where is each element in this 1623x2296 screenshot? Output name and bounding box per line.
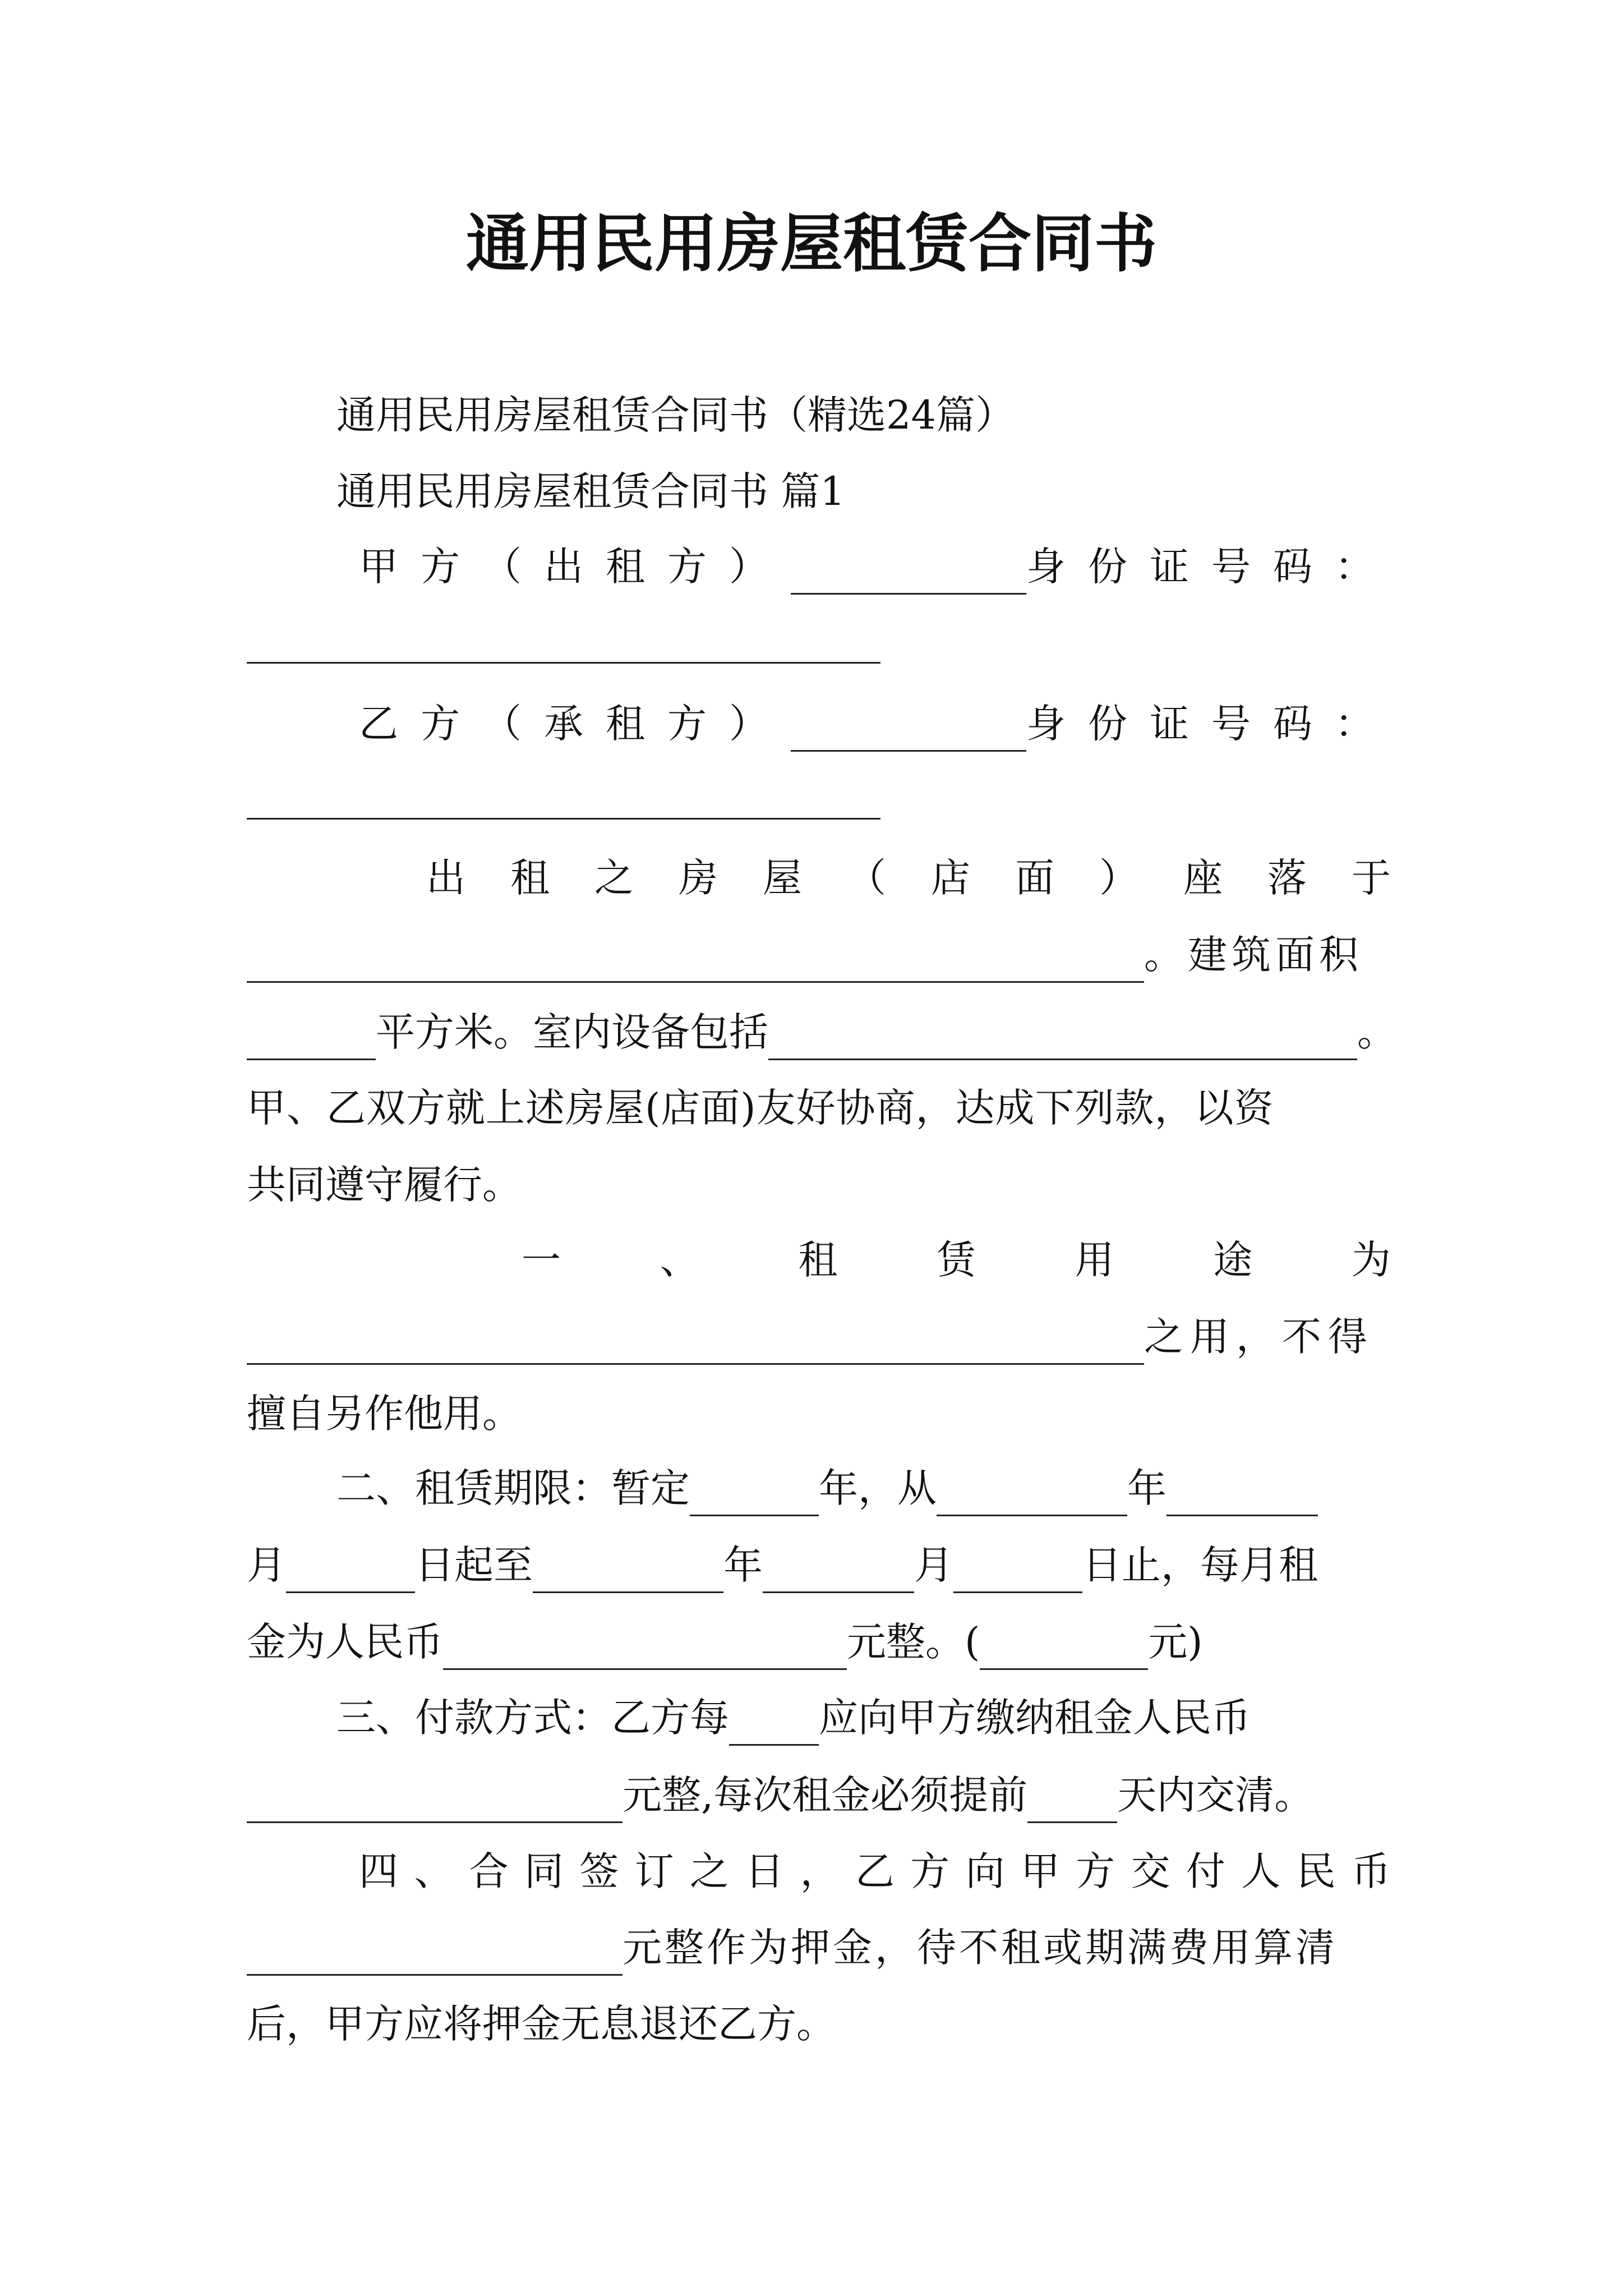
clause-2-line-2 [247, 1537, 1318, 1593]
document-title: 通用民用房屋租赁合同书 [466, 208, 1157, 280]
equipment-blank [768, 1017, 1357, 1060]
premises-line-1 [426, 850, 1391, 906]
party-a-id-blank [247, 662, 880, 664]
clause-2-month-label: 月 [247, 1542, 286, 1588]
party-a-id-label: 身份证号码： [1026, 544, 1396, 590]
document-subtitle: 通用民用房屋租赁合同书（精选24篇） [336, 392, 1015, 438]
clause-4-deposit-text: 元整作为押金，待不租或期满费用算清 [623, 1925, 1338, 1971]
party-a-label: 甲方（出租方） [359, 544, 791, 590]
clause-3-line-1 [336, 1690, 1251, 1746]
clause-1-char: 、 [660, 1237, 699, 1283]
end-day-blank [953, 1550, 1082, 1593]
clause-1-line-3: 擅自另作他用。 [247, 1391, 522, 1437]
payment-amount-blank [247, 1780, 623, 1823]
clause-3-days-text: 天内交清。 [1117, 1772, 1314, 1818]
premises-char: ） [1099, 855, 1138, 901]
premises-period: 。 [1357, 1009, 1396, 1055]
premises-line-4: 甲、乙双方就上述房屋(店面)友好协商，达成下列款，以资 [247, 1085, 1274, 1131]
clause-1-line-2 [247, 1309, 1374, 1365]
clause-1-char: 为 [1351, 1237, 1391, 1283]
clause-4-line-3: 后，甲方应将押金无息退还乙方。 [247, 2001, 836, 2047]
clause-4-char: 甲 [1020, 1848, 1060, 1894]
monthly-rent-words-blank [443, 1627, 847, 1670]
clause-4-char: 交 [1131, 1848, 1170, 1894]
party-b-label: 乙方（承租方） [359, 701, 791, 747]
premises-char: 出 [426, 855, 465, 901]
monthly-rent-digits-blank [980, 1627, 1148, 1670]
premises-char: 座 [1183, 855, 1223, 901]
term-years-blank [690, 1473, 819, 1516]
clause-2-line-1 [336, 1460, 1318, 1516]
premises-char: 面 [1015, 855, 1054, 901]
clause-2-year-from: 年，从 [819, 1465, 937, 1511]
clause-4-char: 人 [1241, 1848, 1281, 1894]
clause-3-lead: 三、付款方式：乙方每 [336, 1695, 729, 1741]
premises-char: 租 [510, 855, 550, 901]
use-blank [247, 1322, 1144, 1365]
premises-char: 店 [931, 855, 970, 901]
end-month-blank [763, 1550, 914, 1593]
premises-char: 于 [1352, 855, 1391, 901]
clause-2-month-end-label: 月 [914, 1542, 953, 1588]
clause-4-char: 合 [469, 1848, 509, 1894]
section-heading: 通用民用房屋租赁合同书 篇1 [336, 468, 845, 514]
clause-4-char: 订 [634, 1848, 674, 1894]
party-b-id-blank [247, 818, 880, 820]
clause-1-use-text: 之用，不得 [1144, 1314, 1374, 1360]
clause-4-char: 四 [359, 1848, 398, 1894]
clause-2-rent-end: 元) [1148, 1619, 1203, 1665]
payment-period-blank [729, 1703, 819, 1746]
party-b-id-label: 身份证号码： [1026, 701, 1396, 747]
premises-location-blank [247, 940, 1144, 983]
premises-line-3 [247, 1004, 1396, 1060]
party-a-line [359, 539, 1396, 595]
clause-2-day-to: 日止，每月租 [1082, 1542, 1318, 1588]
deposit-amount-blank [247, 1932, 623, 1976]
clause-2-line-3 [247, 1614, 1203, 1670]
clause-1-line-1 [522, 1232, 1391, 1288]
clause-2-lead: 二、租赁期限：暂定 [336, 1465, 690, 1511]
premises-line-2 [247, 927, 1363, 983]
clause-4-char: ， [800, 1848, 840, 1894]
clause-4-char: 乙 [855, 1848, 895, 1894]
premises-char: 落 [1267, 855, 1307, 901]
start-year-blank [937, 1473, 1127, 1516]
area-blank [247, 1017, 376, 1060]
clause-1-char: 途 [1213, 1237, 1253, 1283]
premises-line-5: 共同遵守履行。 [247, 1162, 522, 1208]
clause-3-advance-text: 元整,每次租金必须提前 [623, 1772, 1028, 1818]
clause-2-rent-mid: 元整。( [847, 1619, 980, 1665]
advance-days-blank [1027, 1780, 1117, 1823]
clause-4-char: 日 [745, 1848, 785, 1894]
party-b-line [359, 696, 1396, 752]
clause-4-line-1 [359, 1843, 1391, 1899]
clause-1-char: 用 [1075, 1237, 1114, 1283]
end-year-blank [533, 1550, 723, 1593]
premises-char: 之 [594, 855, 634, 901]
clause-4-char: 、 [414, 1848, 454, 1894]
clause-3-line-2 [247, 1767, 1313, 1823]
clause-2-year-label: 年 [1127, 1465, 1166, 1511]
clause-1-char: 租 [798, 1237, 838, 1283]
clause-4-char: 同 [524, 1848, 564, 1894]
clause-1-char: 赁 [936, 1237, 976, 1283]
start-day-blank [286, 1550, 415, 1593]
clause-2-year-end-label: 年 [723, 1542, 763, 1588]
clause-4-char: 签 [579, 1848, 619, 1894]
premises-char: 屋 [763, 855, 802, 901]
party-a-name-blank [791, 551, 1026, 595]
clause-4-char: 向 [965, 1848, 1005, 1894]
clause-1-char: 一 [522, 1237, 561, 1283]
clause-4-char: 币 [1351, 1848, 1391, 1894]
clause-4-char: 之 [689, 1848, 729, 1894]
clause-2-rent-lead: 金为人民币 [247, 1619, 443, 1665]
clause-4-char: 方 [1076, 1848, 1115, 1894]
clause-3-mid: 应向甲方缴纳租金人民币 [819, 1695, 1251, 1741]
clause-4-char: 付 [1186, 1848, 1225, 1894]
premises-area-label: 。建筑面积 [1144, 932, 1363, 978]
premises-char: 房 [679, 855, 718, 901]
clause-2-day-from: 日起至 [415, 1542, 533, 1588]
party-b-name-blank [791, 708, 1026, 752]
premises-char: （ [847, 855, 886, 901]
clause-4-line-2 [247, 1920, 1338, 1976]
clause-4-char: 方 [910, 1848, 950, 1894]
clause-4-char: 民 [1296, 1848, 1336, 1894]
start-month-blank [1166, 1473, 1318, 1516]
premises-sqm-text: 平方米。室内设备包括 [376, 1009, 768, 1055]
